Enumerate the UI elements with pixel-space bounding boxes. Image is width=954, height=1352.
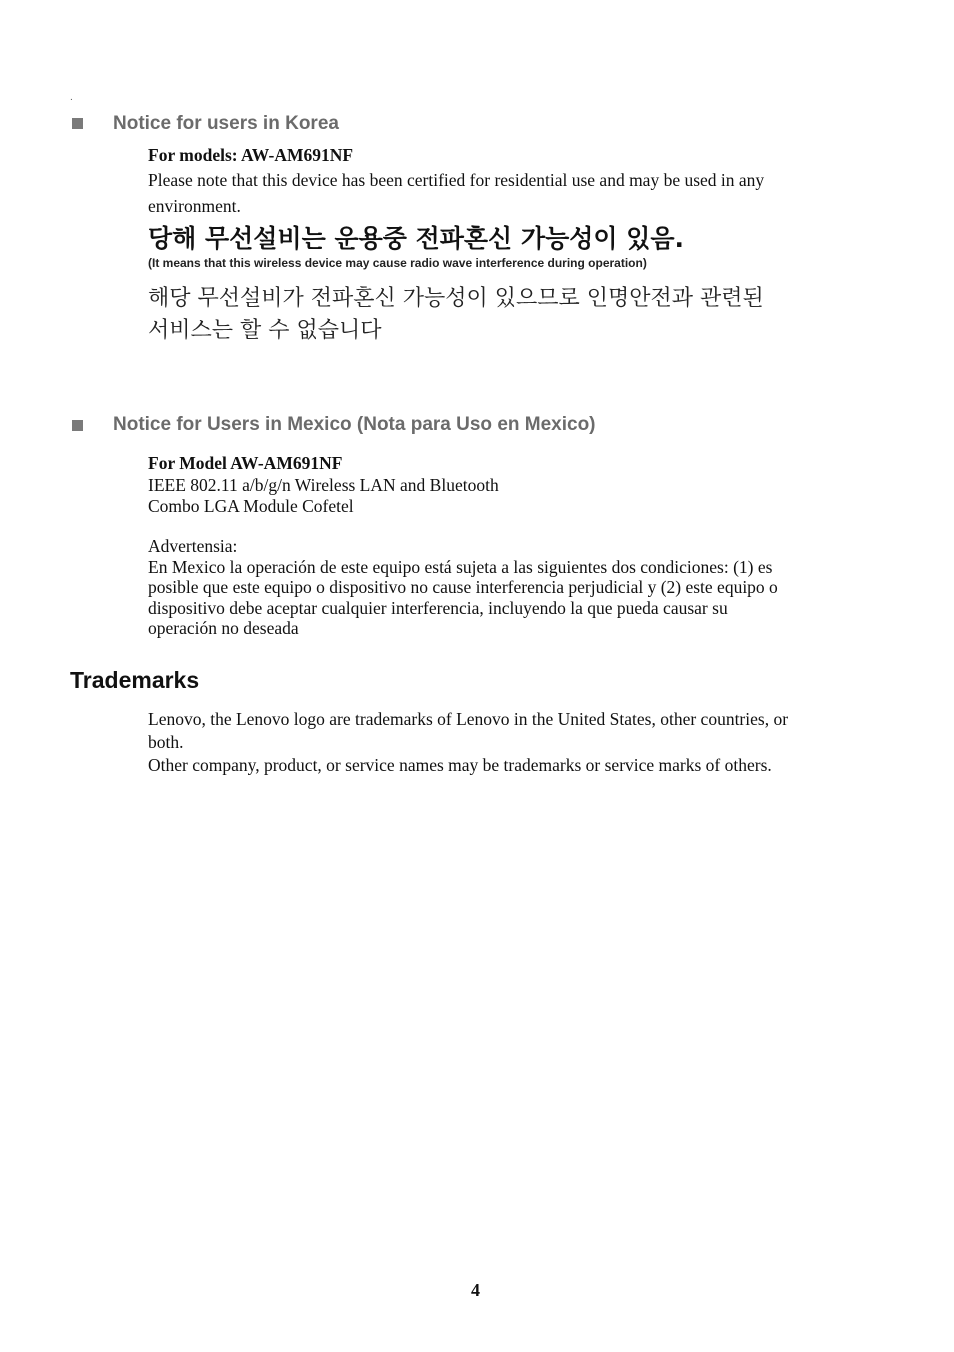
korea-heading: Notice for users in Korea (113, 113, 339, 134)
trademarks-title: Trademarks (70, 667, 200, 693)
mexico-text-line: IEEE 802.11 a/b/g/n Wireless LAN and Bluetooth (148, 475, 499, 495)
korea-korean-line: 해당 무선설비가 전파혼신 가능성이 있으므로 인명안전과 관련된 (148, 286, 764, 311)
trademarks-line: Other company, product, or service names may be trademarks or service marks of others. (148, 755, 772, 775)
korea-text-line: environment. (148, 196, 241, 216)
korea-notice-translation: (It means that this wireless device may cause radio wave interference during operation) (148, 256, 647, 270)
mexico-advert-line: dispositivo debe aceptar cualquier interferencia, incluyendo la que pueda causar su (148, 598, 728, 618)
mexico-advert-line: operación no deseada (148, 618, 299, 638)
trademarks-line: both. (148, 732, 184, 752)
mexico-advert-line: En Mexico la operación de este equipo está sujeta a las siguientes dos condiciones: (1) es (148, 557, 773, 577)
korea-models: For models: AW-AM691NF (148, 145, 354, 165)
korea-korean-line: 서비스는 할 수 없습니다 (148, 318, 382, 343)
korea-notice-korean: 당해 무선설비는 운용중 전파혼신 가능성이 있음. (148, 224, 685, 253)
bullet-square-icon (72, 118, 83, 129)
page-number: 4 (471, 1280, 480, 1300)
mexico-text-line: Combo LGA Module Cofetel (148, 496, 354, 516)
stray-mark: . (70, 92, 73, 103)
mexico-model: For Model AW-AM691NF (148, 453, 343, 473)
mexico-heading: Notice for Users in Mexico (Nota para Uso en Mexico) (113, 414, 596, 435)
mexico-advert-label: Advertensia: (148, 536, 238, 556)
trademarks-line: Lenovo, the Lenovo logo are trademarks of Lenovo in the United States, other countries, or (148, 709, 789, 729)
mexico-advert-line: posible que este equipo o dispositivo no cause interferencia perjudicial y (2) este equipo o (148, 577, 778, 597)
bullet-square-icon (72, 420, 83, 431)
korea-text-line: Please note that this device has been certified for residential use and may be used in any (148, 170, 765, 190)
